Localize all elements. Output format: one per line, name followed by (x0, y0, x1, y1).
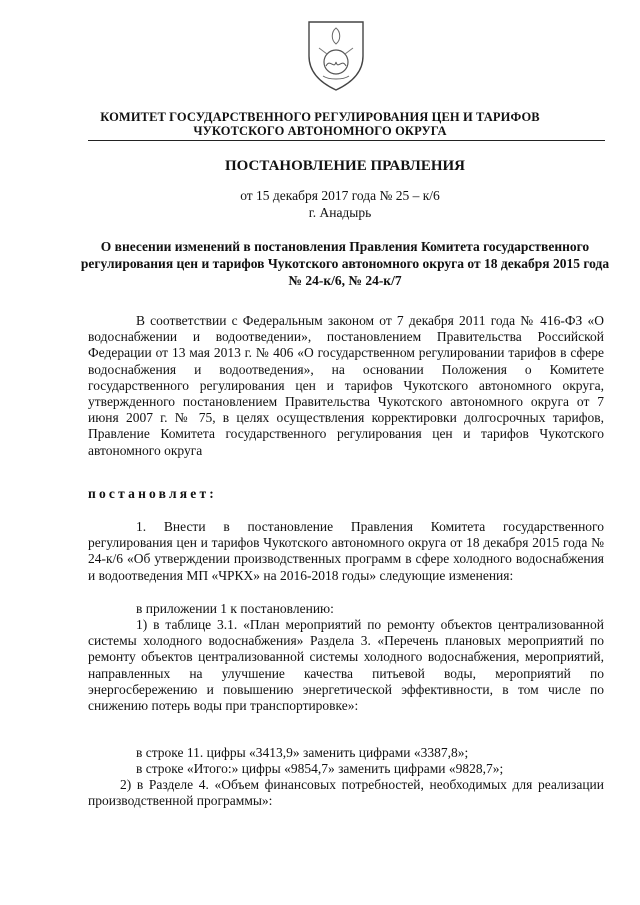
organization-name-line-1: КОМИТЕТ ГОСУДАРСТВЕННОГО РЕГУЛИРОВАНИЯ ЦЕН И ТАРИФОВ (100, 110, 540, 124)
preamble-paragraph: В соответствии с Федеральным законом от 7 декабря 2011 года № 416-ФЗ «О водоснабжении и водоотведении», постановлением Правительства Российской Федерации от 13 мая 2013 г. № 406 «О государственном регулировании тарифов в сфере водоснабжения и водоотведения», на основании Положения о Комитете государственного регулирования цен и тарифов Чукотского автономного округа, утвержденного постановлением Правительства Чукотского автономного округа от 7 июня 2007 г. № 75, в целях осуществления корректировки долгосрочных тарифов, Правление Комитета государственного регулирования цен и тарифов Чукотского автономного округа (88, 313, 604, 458)
item-1-paragraph: 1. Внести в постановление Правления Комитета государственного регулирования цен и тарифов Чукотского автономного округа от 18 декабря 2015 года № 24-к/6 «Об утверждении производственных программ в сфере холодного водоснабжения и водоотведения МП «ЧРКХ» на 2016-2018 годы» следующие изменения: (88, 519, 604, 583)
annex-line: в приложении 1 к постановлению: (136, 601, 334, 616)
organization-name-line-2: ЧУКОТСКОГО АВТОНОМНОГО ОКРУГА (193, 124, 447, 138)
document-type: ПОСТАНОВЛЕНИЕ ПРАВЛЕНИЯ (224, 158, 465, 174)
row-total-change: в строке «Итого:» цифры «9854,7» заменить цифрами «9828,7»; (136, 761, 504, 776)
header-divider (88, 140, 605, 141)
subitem-1-paragraph: 1) в таблице 3.1. «План мероприятий по ремонту объектов централизованной системы холодного водоснабжения» Раздела 3. «Перечень плановых мероприятий по ремонту объектов централизованной системы холодного водоснабжения, мероприятий, направленных на улучшение качества питьевой воды, мероприятий по энергосбережению и повышению энергетической эффективности, в том числе по снижению потерь воды при транспортировке»: (88, 617, 604, 714)
document-city: г. Анадырь (308, 205, 372, 220)
subitem-2-paragraph: 2) в Разделе 4. «Объем финансовых потребностей, необходимых для реализации производственной программы»: (88, 777, 604, 809)
resolves-word: постановляет: (88, 486, 217, 501)
coat-of-arms-icon (305, 18, 367, 92)
organization-name (60, 110, 580, 138)
row-11-change: в строке 11. цифры «3413,9» заменить цифрами «3387,8»; (136, 745, 469, 760)
document-date-number: от 15 декабря 2017 года № 25 – к/6 (240, 188, 440, 203)
document-subject: О внесении изменений в постановления Правления Комитета государственного регулирования цен и тарифов Чукотского автономного округа от 18 декабря 2015 года № 24-к/6, № 24-к/7 (80, 239, 610, 288)
